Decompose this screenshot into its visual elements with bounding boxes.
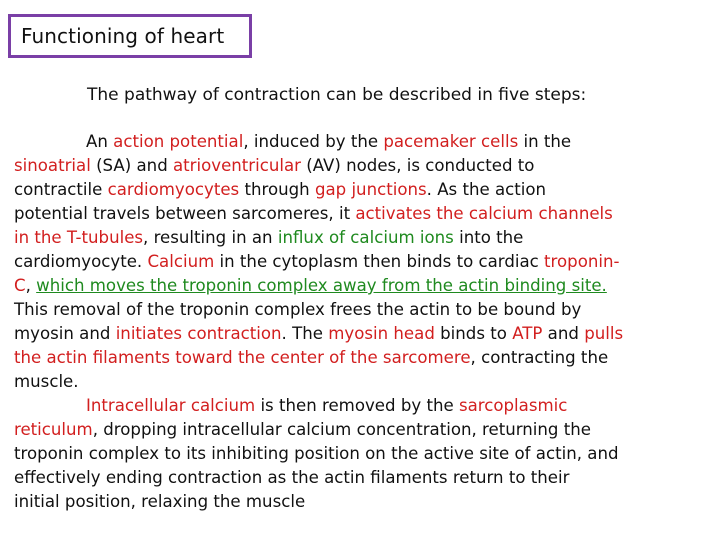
text-segment: binds to [434, 324, 513, 343]
text-line [14, 346, 714, 370]
intro-text: The pathway of contraction can be described in five steps: [87, 85, 587, 105]
text-segment: (AV) nodes, is conducted to [301, 156, 535, 175]
text-segment: through [239, 180, 315, 199]
text-line [14, 394, 714, 418]
text-segment: potential travels between sarcomeres, it [14, 204, 356, 223]
text-segment: , contracting the [470, 348, 609, 367]
text-line [14, 298, 714, 322]
text-line [14, 274, 714, 298]
text-segment: cardiomyocyte. [14, 252, 148, 271]
text-line [14, 130, 714, 154]
text-line [14, 202, 714, 226]
text-line [14, 226, 714, 250]
highlighted-term: the actin filaments toward the center of the sarcomere [14, 348, 471, 367]
text-segment: muscle. [14, 372, 79, 391]
highlighted-term: action potential [113, 132, 244, 151]
highlighted-term: myosin head [328, 324, 435, 343]
highlighted-term: pulls [584, 324, 624, 343]
text-segment: (SA) and [90, 156, 173, 175]
text-segment: initial position, relaxing the muscle [14, 492, 306, 511]
highlighted-term: ATP [512, 324, 543, 343]
text-line [14, 154, 714, 178]
highlighted-term: sinoatrial [14, 156, 91, 175]
text-segment: and [542, 324, 585, 343]
highlighted-term: C [14, 276, 26, 295]
highlighted-term: sarcoplasmic [458, 396, 568, 415]
text-segment: , [25, 276, 37, 295]
text-line [14, 322, 714, 346]
text-segment: . The [281, 324, 329, 343]
text-segment: is then removed by the [255, 396, 459, 415]
text-line [14, 370, 714, 394]
text-segment: An [86, 132, 114, 151]
text-segment: effectively ending contraction as the actin filaments return to their [14, 468, 570, 487]
text-segment: , resulting in an [143, 228, 278, 247]
text-segment: This removal of the troponin complex frees the actin to be bound by [14, 300, 582, 319]
text-line [14, 490, 714, 514]
text-segment: , induced by the [243, 132, 384, 151]
text-segment: in the [518, 132, 572, 151]
highlighted-term: atrioventricular [173, 156, 301, 175]
highlighted-term: in the T-tubules [14, 228, 144, 247]
text-line [14, 442, 714, 466]
text-line [14, 250, 714, 274]
highlighted-term: influx of calcium ions [277, 228, 454, 247]
highlighted-term: cardiomyocytes [107, 180, 240, 199]
body-paragraphs [14, 130, 714, 514]
text-segment: in the cytoplasm then binds to cardiac [214, 252, 545, 271]
highlighted-term: initiates contraction [115, 324, 282, 343]
text-segment: . As the action [426, 180, 547, 199]
highlighted-term: which moves the troponin complex away from the actin binding site. [36, 276, 607, 295]
highlighted-term: reticulum [14, 420, 93, 439]
text-line [14, 466, 714, 490]
highlighted-term: gap junctions [314, 180, 427, 199]
highlighted-term: activates the calcium channels [355, 204, 613, 223]
text-segment: troponin complex to its inhibiting position on the active site of actin, and [14, 444, 619, 463]
highlighted-term: Calcium [147, 252, 215, 271]
text-line [14, 178, 714, 202]
text-line [14, 418, 714, 442]
slide-title: Functioning of heart [8, 14, 252, 58]
text-segment: , dropping intracellular calcium concentration, returning the [92, 420, 591, 439]
text-segment: myosin and [14, 324, 116, 343]
text-segment: into the [453, 228, 524, 247]
highlighted-term: troponin- [544, 252, 620, 271]
highlighted-term: pacemaker cells [383, 132, 519, 151]
text-segment: contractile [14, 180, 108, 199]
highlighted-term: Intracellular calcium [86, 396, 256, 415]
